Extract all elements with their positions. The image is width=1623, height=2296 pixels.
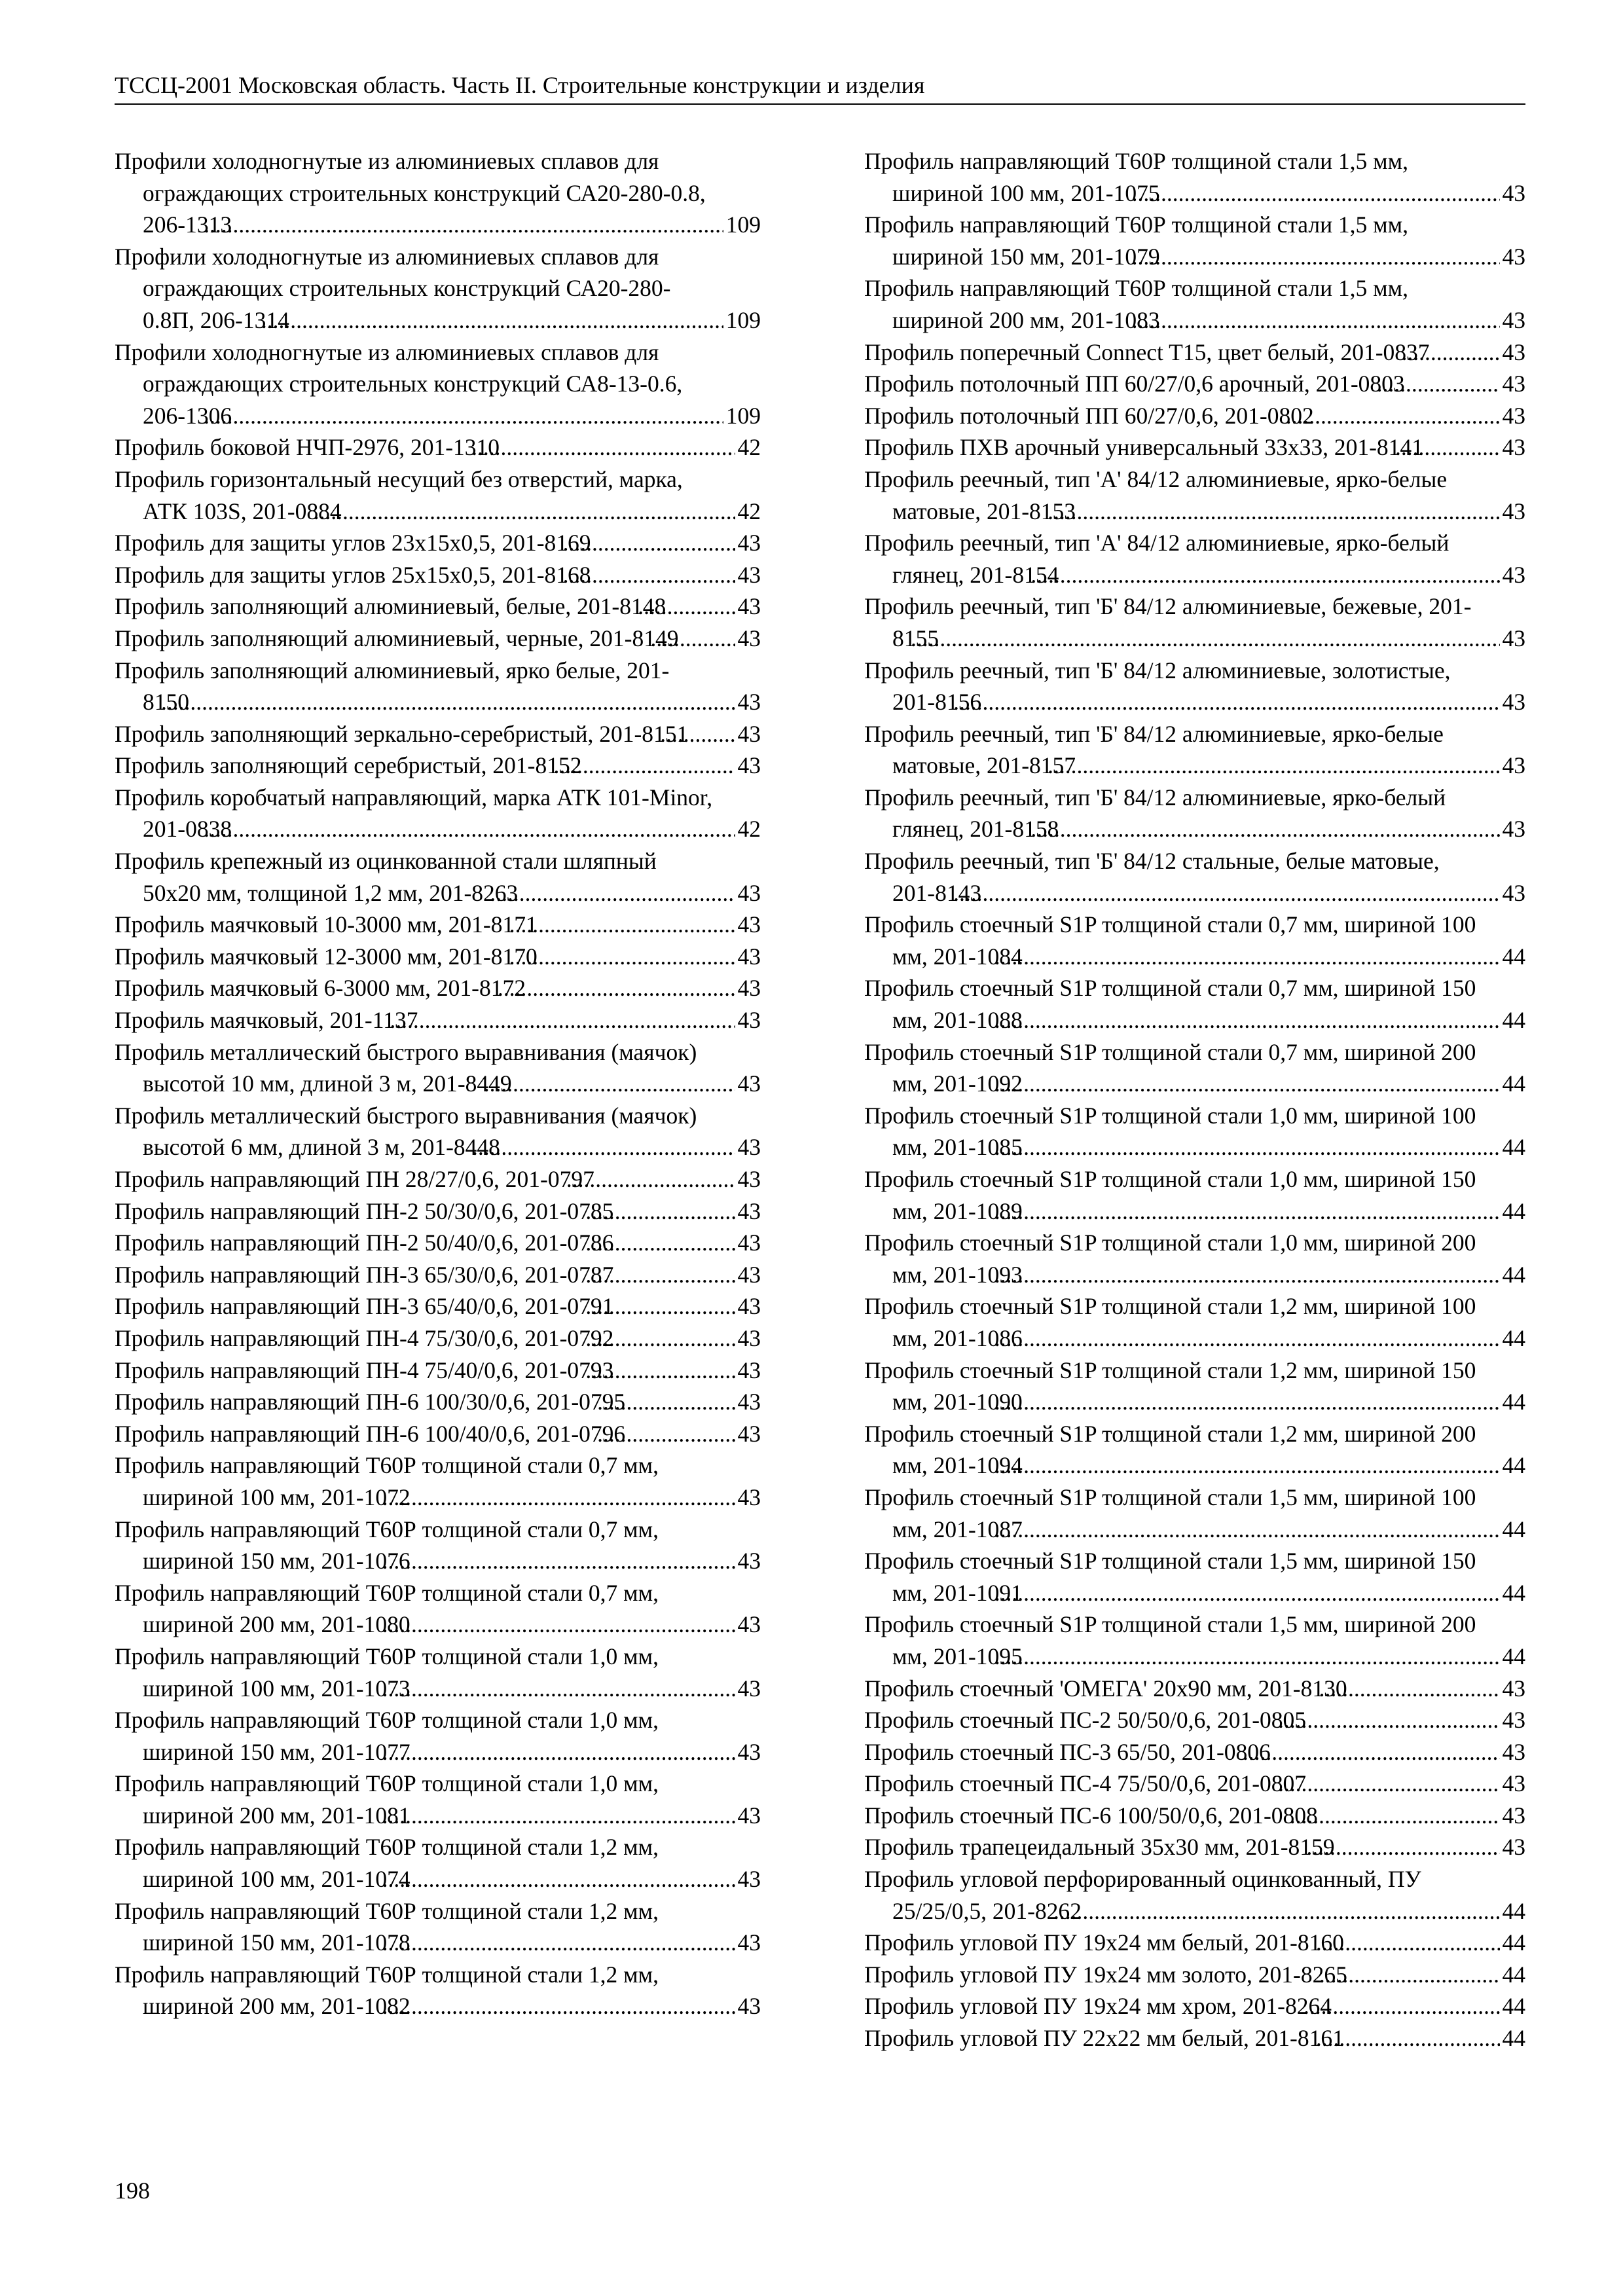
index-entry-page: 43 bbox=[735, 750, 761, 782]
index-entry-text: Профиль боковой НЧП-2976, 201-1310 ..... bbox=[115, 434, 500, 460]
index-column-left bbox=[115, 145, 761, 2022]
index-entry-page: 43 bbox=[1500, 623, 1526, 655]
index-entry-page: 43 bbox=[1500, 337, 1526, 369]
index-entry-page: 43 bbox=[735, 972, 761, 1004]
index-entry-text: Профиль коробчатый направляющий, марка АТК 101-Minor, 201-0838 ..... bbox=[115, 784, 712, 843]
index-entry-text: Профиль потолочный ПП 60/27/0,6, 201-0802 ..... bbox=[864, 403, 1314, 429]
index-entry bbox=[864, 527, 1525, 591]
index-entry-page: 44 bbox=[1500, 1895, 1526, 1927]
index-entry-page: 43 bbox=[1500, 1800, 1526, 1832]
index-entry-page: 43 bbox=[735, 718, 761, 750]
index-entry-text: Профиль угловой ПУ 22х22 мм белый, 201-8161 ..... bbox=[864, 2025, 1344, 2051]
index-entry-text: Профиль направляющий Т60Р толщиной стали 1,2 мм, шириной 100 мм, 201-1074 ..... bbox=[115, 1834, 659, 1892]
index-entry-text: Профиль металлический быстрого выравнивания (маячок) высотой 10 мм, длиной 3 м, 201-8449 ..... bbox=[115, 1039, 697, 1097]
index-entry bbox=[864, 1673, 1525, 1705]
index-entry-page: 44 bbox=[1500, 1927, 1526, 1959]
index-entry bbox=[864, 1100, 1525, 1163]
index-entry-text: Профиль направляющий ПН-3 65/30/0,6, 201-0787 ..... bbox=[115, 1262, 613, 1288]
index-entry-page: 109 bbox=[723, 400, 761, 432]
index-entry-text: Профиль стоечный S1P толщиной стали 0,7 мм, шириной 100 мм, 201-1084 ..... bbox=[864, 911, 1476, 970]
index-entry-text: Профиль трапецеидальный 35х30 мм, 201-8159 ..... bbox=[864, 1834, 1335, 1860]
index-entry bbox=[864, 2022, 1525, 2054]
index-entry-page: 44 bbox=[1500, 1068, 1526, 1100]
index-entry-text: Профиль стоечный S1P толщиной стали 1,5 мм, шириной 100 мм, 201-1087 ..... bbox=[864, 1484, 1476, 1542]
index-entry bbox=[115, 1290, 761, 1322]
index-entry-text: Профиль ПХВ арочный универсальный 33х33, 201-8141 ..... bbox=[864, 434, 1423, 460]
index-entry bbox=[115, 1004, 761, 1036]
index-entry-page: 44 bbox=[1500, 1195, 1526, 1228]
index-entry-page: 43 bbox=[1500, 241, 1526, 273]
index-entry-text: Профиль направляющий Т60Р толщиной стали 1,5 мм, шириной 150 мм, 201-1079 ..... bbox=[864, 211, 1408, 270]
index-entry-text: Профиль направляющий ПН 28/27/0,6, 201-0797 ..... bbox=[115, 1166, 594, 1192]
index-entry bbox=[115, 464, 761, 527]
index-entry-text: Профиль маячковый, 201-1137 ..... bbox=[115, 1007, 418, 1033]
index-entry-text: Профиль направляющий Т60Р толщиной стали 1,2 мм, шириной 200 мм, 201-1082 ..... bbox=[115, 1961, 659, 2020]
index-entry-page: 43 bbox=[735, 1163, 761, 1195]
index-entry-text: Профиль стоечный S1P толщиной стали 1,2 мм, шириной 200 мм, 201-1094 ..... bbox=[864, 1421, 1476, 1479]
index-entry-text: Профиль реечный, тип 'Б' 84/12 алюминиевые, золотистые, 201-8156 ..... bbox=[864, 657, 1450, 716]
index-entry bbox=[115, 591, 761, 623]
index-entry-text: Профиль реечный, тип 'Б' 84/12 алюминиевые, ярко-белые матовые, 201-8157 ..... bbox=[864, 721, 1444, 779]
index-entry bbox=[864, 1163, 1525, 1227]
index-entry-page: 43 bbox=[735, 1131, 761, 1163]
index-entry bbox=[864, 272, 1525, 336]
index-entry bbox=[115, 941, 761, 973]
index-entry-text: Профиль направляющий Т60Р толщиной стали 1,5 мм, шириной 100 мм, 201-1075 ..... bbox=[864, 148, 1408, 206]
index-entry-page: 43 bbox=[1500, 1673, 1526, 1705]
index-entry bbox=[115, 1959, 761, 2022]
index-entry-page: 109 bbox=[723, 304, 761, 337]
index-entry-page: 43 bbox=[1500, 304, 1526, 337]
index-entry-page: 43 bbox=[735, 1990, 761, 2022]
index-entry bbox=[864, 1927, 1525, 1959]
index-entry-page: 43 bbox=[735, 1322, 761, 1355]
index-entry-page: 43 bbox=[1500, 368, 1526, 400]
index-entry bbox=[115, 845, 761, 909]
index-entry bbox=[115, 718, 761, 750]
index-entry-text: Профиль направляющий Т60Р толщиной стали 0,7 мм, шириной 200 мм, 201-1080 ..... bbox=[115, 1580, 659, 1638]
index-entry bbox=[115, 1100, 761, 1163]
index-entry bbox=[864, 655, 1525, 718]
index-entry bbox=[864, 1290, 1525, 1354]
index-entry bbox=[115, 750, 761, 782]
index-entry-page: 44 bbox=[1500, 1577, 1526, 1609]
index-entry bbox=[115, 1577, 761, 1641]
index-entry-text: Профиль направляющий Т60Р толщиной стали 1,5 мм, шириной 200 мм, 201-1083 ..... bbox=[864, 275, 1408, 333]
index-entry-text: Профиль реечный, тип 'А' 84/12 алюминиевые, ярко-белые матовые, 201-8153 ..... bbox=[864, 466, 1447, 524]
index-entry-page: 43 bbox=[1500, 1768, 1526, 1800]
index-entry bbox=[115, 1831, 761, 1895]
index-entry bbox=[864, 845, 1525, 909]
index-entry-page: 43 bbox=[1500, 400, 1526, 432]
index-entry-text: Профиль заполняющий зеркально-серебристый, 201-8151 ..... bbox=[115, 721, 688, 747]
index-entry-text: Профиль реечный, тип 'Б' 84/12 алюминиевые, бежевые, 201-8155 ..... bbox=[864, 593, 1471, 651]
index-entry-text: Профиль направляющий ПН-4 75/40/0,6, 201-0793 ..... bbox=[115, 1357, 613, 1383]
index-entry-page: 43 bbox=[735, 877, 761, 909]
index-entry-page: 43 bbox=[735, 1545, 761, 1577]
index-entry bbox=[115, 1227, 761, 1259]
page-number: 198 bbox=[115, 2178, 150, 2204]
index-entry bbox=[864, 1863, 1525, 1927]
index-entry bbox=[115, 1704, 761, 1768]
index-entry-text: Профиль стоечный S1P толщиной стали 1,5 мм, шириной 150 мм, 201-1091 ..... bbox=[864, 1548, 1476, 1606]
index-entry bbox=[115, 972, 761, 1004]
index-entry-page: 43 bbox=[1500, 877, 1526, 909]
index-entry bbox=[864, 1990, 1525, 2022]
index-entry-text: Профили холодногнутые из алюминиевых сплавов для ограждающих строительных конструкций СА8-13-0.6, 206-1306 ..... bbox=[115, 339, 682, 429]
index-entry bbox=[864, 972, 1525, 1036]
index-entry-page: 43 bbox=[735, 591, 761, 623]
index-entry-page: 43 bbox=[1500, 686, 1526, 718]
index-entry-text: Профиль стоечный S1P толщиной стали 1,0 мм, шириной 150 мм, 201-1089 ..... bbox=[864, 1166, 1476, 1224]
index-entry-page: 43 bbox=[735, 1673, 761, 1705]
index-entry-page: 42 bbox=[735, 431, 761, 464]
index-entry-page: 43 bbox=[735, 909, 761, 941]
index-entry-text: Профиль стоечный S1P толщиной стали 1,0 мм, шириной 100 мм, 201-1085 ..... bbox=[864, 1102, 1476, 1161]
index-entry-text: Профиль стоечный S1P толщиной стали 1,2 мм, шириной 100 мм, 201-1086 ..... bbox=[864, 1293, 1476, 1351]
index-entry-text: Профиль направляющий Т60Р толщиной стали 0,7 мм, шириной 150 мм, 201-1076 ..... bbox=[115, 1516, 659, 1575]
index-entry bbox=[864, 1831, 1525, 1863]
index-entry-page: 44 bbox=[1500, 1990, 1526, 2022]
index-entry-page: 44 bbox=[1500, 1322, 1526, 1355]
index-entry-page: 43 bbox=[1500, 1831, 1526, 1863]
index-entry bbox=[115, 1322, 761, 1355]
index-entry-text: Профиль угловой ПУ 19х24 мм золото, 201-8265 ..... bbox=[864, 1961, 1347, 1988]
index-entry bbox=[115, 559, 761, 591]
index-entry bbox=[864, 782, 1525, 845]
index-entry-page: 43 bbox=[735, 1068, 761, 1100]
index-entry-text: Профиль направляющий ПН-2 50/40/0,6, 201-0786 ..... bbox=[115, 1230, 613, 1256]
index-entry bbox=[864, 431, 1525, 464]
index-entry bbox=[864, 1768, 1525, 1800]
index-entry-text: Профиль заполняющий серебристый, 201-8152 ..... bbox=[115, 752, 581, 778]
index-entry-text: Профиль угловой ПУ 19х24 мм белый, 201-8160 ..... bbox=[864, 1929, 1344, 1956]
index-entry-text: Профиль стоечный ПС-2 50/50/0,6, 201-0805 ..... bbox=[864, 1707, 1306, 1733]
index-entry-text: Профиль направляющий Т60Р толщиной стали 1,0 мм, шириной 100 мм, 201-1073 ..... bbox=[115, 1643, 659, 1702]
index-entry-page: 43 bbox=[735, 1195, 761, 1228]
index-entry-text: Профиль стоечный S1P толщиной стали 0,7 мм, шириной 150 мм, 201-1088 ..... bbox=[864, 975, 1476, 1033]
index-entry-text: Профиль направляющий ПН-3 65/40/0,6, 201-0791 ..... bbox=[115, 1293, 613, 1319]
index-entry-page: 43 bbox=[735, 1800, 761, 1832]
index-entry-page: 42 bbox=[735, 496, 761, 528]
index-entry bbox=[115, 623, 761, 655]
index-entry bbox=[864, 1545, 1525, 1609]
index-entry-page: 44 bbox=[1500, 1259, 1526, 1291]
index-entry-page: 44 bbox=[1500, 2022, 1526, 2054]
index-entry-text: Профиль поперечный Connect T15, цвет белый, 201-0837 ..... bbox=[864, 339, 1430, 365]
index-entry-text: Профиль реечный, тип 'Б' 84/12 алюминиевые, ярко-белый глянец, 201-8158 ..... bbox=[864, 784, 1446, 843]
index-entry-text: Профиль маячковый 12-3000 мм, 201-8170 ..... bbox=[115, 943, 538, 970]
index-entry bbox=[115, 241, 761, 337]
index-entry-text: Профиль заполняющий алюминиевый, белые, 201-8148 ..... bbox=[115, 593, 666, 619]
index-entry bbox=[864, 368, 1525, 400]
index-entry-page: 43 bbox=[735, 941, 761, 973]
index-entry bbox=[115, 655, 761, 718]
index-entry-text: Профиль заполняющий алюминиевый, ярко белые, 201-8150 ..... bbox=[115, 657, 669, 716]
index-entry-text: Профиль стоечный 'ОМЕГА' 20х90 мм, 201-8130 ..... bbox=[864, 1675, 1347, 1702]
index-entry-text: Профиль стоечный S1P толщиной стали 1,5 мм, шириной 200 мм, 201-1095 ..... bbox=[864, 1611, 1476, 1669]
index-entry-text: Профиль стоечный ПС-3 65/50, 201-0806 ..... bbox=[864, 1739, 1271, 1765]
index-entry bbox=[115, 909, 761, 941]
index-entry bbox=[115, 1418, 761, 1450]
index-entry-page: 43 bbox=[1500, 177, 1526, 210]
index-entry-page: 43 bbox=[735, 1927, 761, 1959]
index-entry bbox=[864, 464, 1525, 527]
index-entry-page: 44 bbox=[1500, 1449, 1526, 1482]
index-entry-page: 109 bbox=[723, 209, 761, 241]
index-entry-page: 43 bbox=[735, 623, 761, 655]
index-entry-text: Профиль направляющий ПН-6 100/40/0,6, 201-0796 ..... bbox=[115, 1421, 625, 1447]
index-entry bbox=[864, 1355, 1525, 1418]
index-entry-page: 44 bbox=[1500, 1131, 1526, 1163]
index-entry-page: 43 bbox=[1500, 496, 1526, 528]
index-entry-text: Профиль направляющий ПН-2 50/30/0,6, 201-0785 ..... bbox=[115, 1198, 613, 1224]
index-entry bbox=[115, 1355, 761, 1387]
index-entry bbox=[115, 337, 761, 432]
index-entry-text: Профиль маячковый 6-3000 мм, 201-8172 ..... bbox=[115, 975, 526, 1001]
index-entry-text: Профиль направляющий Т60Р толщиной стали 1,2 мм, шириной 150 мм, 201-1078 ..... bbox=[115, 1898, 659, 1956]
index-entry-text: Профиль реечный, тип 'Б' 84/12 стальные, белые матовые, 201-8143 ..... bbox=[864, 848, 1440, 906]
index-entry bbox=[864, 400, 1525, 432]
index-entry-page: 43 bbox=[1500, 431, 1526, 464]
index-entry bbox=[115, 1259, 761, 1291]
index-entry bbox=[864, 209, 1525, 272]
index-entry-page: 43 bbox=[735, 686, 761, 718]
index-entry-text: Профиль стоечный S1P толщиной стали 1,2 мм, шириной 150 мм, 201-1090 ..... bbox=[864, 1357, 1476, 1415]
index-entry-page: 44 bbox=[1500, 1641, 1526, 1673]
index-entry-text: Профиль заполняющий алюминиевый, черные, 201-8149 ..... bbox=[115, 625, 678, 651]
index-entry-text: Профиль металлический быстрого выравнивания (маячок) высотой 6 мм, длиной 3 м, 201-8448 ..... bbox=[115, 1102, 697, 1161]
index-entry-page: 43 bbox=[735, 1004, 761, 1036]
index-entry bbox=[115, 1449, 761, 1513]
index-entry-page: 43 bbox=[1500, 1736, 1526, 1768]
index-entry-text: Профиль направляющий ПН-6 100/30/0,6, 201-0795 ..... bbox=[115, 1389, 625, 1415]
index-entry bbox=[864, 1959, 1525, 1991]
index-entry bbox=[864, 1736, 1525, 1768]
index-entry-page: 43 bbox=[1500, 813, 1526, 845]
index-entry bbox=[115, 145, 761, 241]
index-entry-text: Профиль горизонтальный несущий без отверстий, марка, АТК 103S, 201-0884 ..... bbox=[115, 466, 683, 524]
index-entry bbox=[115, 1514, 761, 1577]
index-entry-text: Профиль направляющий Т60Р толщиной стали 0,7 мм, шириной 100 мм, 201-1072 ..... bbox=[115, 1452, 659, 1510]
index-entry-text: Профиль стоечный S1P толщиной стали 0,7 мм, шириной 200 мм, 201-1092 ..... bbox=[864, 1039, 1476, 1097]
index-entry bbox=[115, 782, 761, 845]
index-entry-page: 43 bbox=[735, 1259, 761, 1291]
index-entry-page: 44 bbox=[1500, 1514, 1526, 1546]
index-entry-text: Профили холодногнутые из алюминиевых сплавов для ограждающих строительных конструкций СА20-280-0.8, 206-1313 ..... bbox=[115, 148, 706, 238]
index-entry bbox=[115, 1386, 761, 1418]
index-entry-page: 43 bbox=[735, 559, 761, 591]
index-entry bbox=[115, 1641, 761, 1704]
index-entry-page: 43 bbox=[735, 1386, 761, 1418]
index-entry bbox=[115, 527, 761, 559]
index-entry-page: 44 bbox=[1500, 1004, 1526, 1036]
index-entry bbox=[115, 1036, 761, 1100]
index-entry-page: 43 bbox=[1500, 1704, 1526, 1736]
running-header: ТССЦ-2001 Московская область. Часть II. Строительные конструкции и изделия bbox=[115, 71, 1525, 105]
index-entry-text: Профиль направляющий ПН-4 75/30/0,6, 201-0792 ..... bbox=[115, 1325, 613, 1351]
index-entry-text: Профиль для защиты углов 23х15х0,5, 201-8169 ..... bbox=[115, 530, 591, 556]
index-entry-page: 43 bbox=[735, 1355, 761, 1387]
index-entry-text: Профиль угловой ПУ 19х24 мм хром, 201-8264 ..... bbox=[864, 1993, 1332, 2019]
index-entry bbox=[864, 909, 1525, 972]
index-entry-text: Профиль крепежный из оцинкованной стали шляпный 50х20 мм, толщиной 1,2 мм, 201-8263 ..... bbox=[115, 848, 657, 906]
index-entry bbox=[864, 145, 1525, 209]
index-entry-page: 44 bbox=[1500, 1959, 1526, 1991]
index-entry-text: Профиль стоечный S1P толщиной стали 1,0 мм, шириной 200 мм, 201-1093 ..... bbox=[864, 1230, 1476, 1288]
index-entry bbox=[864, 1227, 1525, 1290]
index-entry-page: 42 bbox=[735, 813, 761, 845]
index-entry-text: Профили холодногнутые из алюминиевых сплавов для ограждающих строительных конструкций СА20-280-0.8П, 206-1314 ..... bbox=[115, 244, 670, 333]
index-entry-page: 43 bbox=[1500, 750, 1526, 782]
index-entry-page: 43 bbox=[735, 1227, 761, 1259]
index-column-right bbox=[864, 145, 1525, 2054]
index-entry-text: Профиль направляющий Т60Р толщиной стали 1,0 мм, шириной 150 мм, 201-1077 ..... bbox=[115, 1707, 659, 1765]
index-entry bbox=[864, 337, 1525, 369]
index-entry bbox=[115, 1163, 761, 1195]
index-entry-page: 43 bbox=[735, 1418, 761, 1450]
index-entry bbox=[864, 1036, 1525, 1100]
index-entry bbox=[864, 1800, 1525, 1832]
index-entry bbox=[115, 431, 761, 464]
index-entry-page: 43 bbox=[735, 1736, 761, 1768]
index-entry-text: Профиль угловой перфорированный оцинкованный, ПУ 25/25/0,5, 201-8262 ..... bbox=[864, 1866, 1421, 1924]
index-entry-text: Профиль для защиты углов 25х15х0,5, 201-8168 ..... bbox=[115, 562, 591, 588]
index-entry bbox=[115, 1768, 761, 1831]
index-entry-page: 44 bbox=[1500, 941, 1526, 973]
index-entry-page: 43 bbox=[735, 1482, 761, 1514]
index-entry bbox=[864, 591, 1525, 654]
index-entry bbox=[115, 1195, 761, 1228]
index-entry-page: 44 bbox=[1500, 1386, 1526, 1418]
index-entry-page: 43 bbox=[735, 1863, 761, 1895]
index-entry bbox=[115, 1895, 761, 1959]
index-entry-text: Профиль потолочный ПП 60/27/0,6 арочный, 201-0803 ..... bbox=[864, 371, 1405, 397]
index-entry-page: 43 bbox=[735, 1290, 761, 1322]
index-entry bbox=[864, 1418, 1525, 1482]
index-entry-page: 43 bbox=[1500, 559, 1526, 591]
index-entry-page: 43 bbox=[735, 527, 761, 559]
index-entry bbox=[864, 1609, 1525, 1672]
index-entry-text: Профиль стоечный ПС-6 100/50/0,6, 201-0808 ..... bbox=[864, 1802, 1318, 1829]
index-entry bbox=[864, 718, 1525, 782]
index-entry-page: 43 bbox=[735, 1609, 761, 1641]
index-entry-text: Профиль реечный, тип 'А' 84/12 алюминиевые, ярко-белый глянец, 201-8154 ..... bbox=[864, 530, 1449, 588]
index-entry-text: Профиль стоечный ПС-4 75/50/0,6, 201-0807 ..... bbox=[864, 1770, 1306, 1796]
index-entry-text: Профиль направляющий Т60Р толщиной стали 1,0 мм, шириной 200 мм, 201-1081 ..... bbox=[115, 1770, 659, 1829]
index-entry bbox=[864, 1704, 1525, 1736]
index-entry bbox=[864, 1482, 1525, 1545]
index-entry-text: Профиль маячковый 10-3000 мм, 201-8171 ..... bbox=[115, 911, 538, 938]
